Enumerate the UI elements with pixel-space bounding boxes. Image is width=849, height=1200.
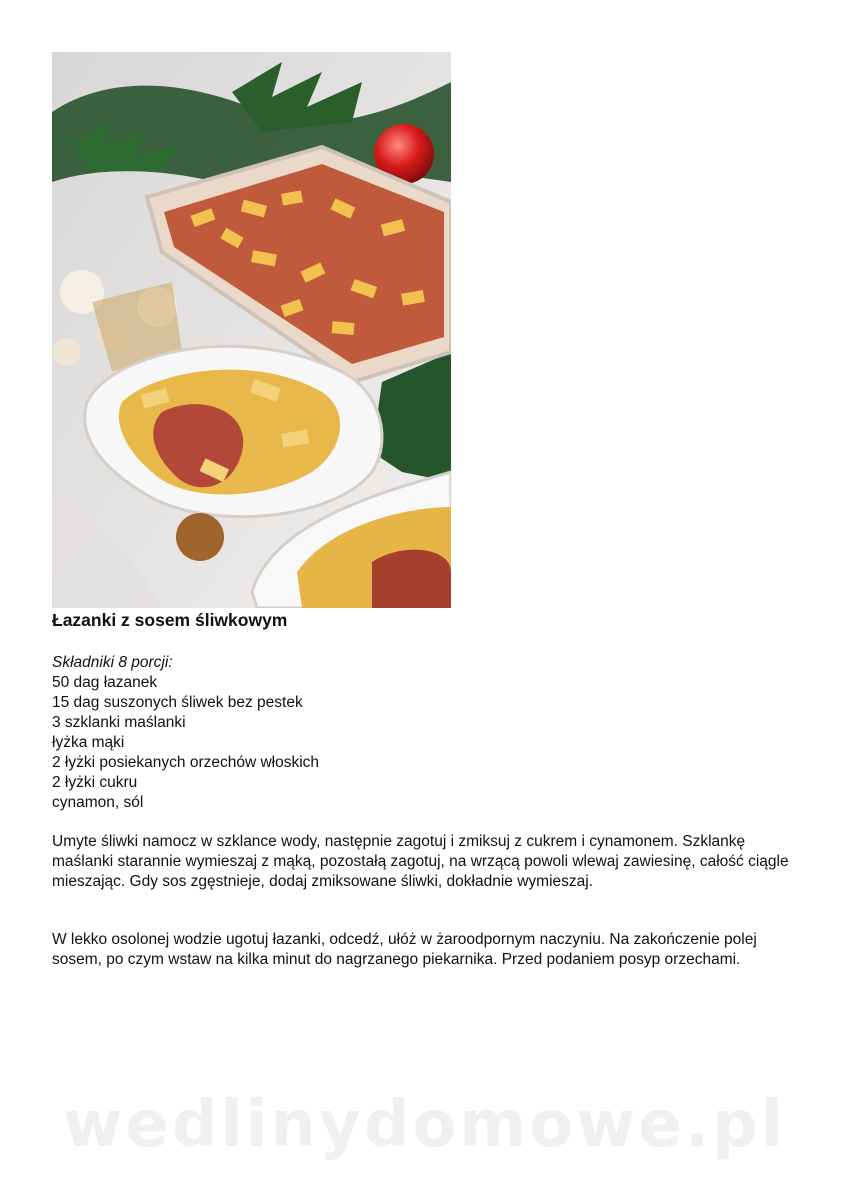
recipe-title: Łazanki z sosem śliwkowym bbox=[52, 610, 288, 630]
site-watermark: wedlinydomowe.pl bbox=[63, 1088, 786, 1162]
ingredients-label: Składniki 8 porcji: bbox=[52, 654, 173, 671]
ingredient-item: łyżka mąki bbox=[52, 734, 125, 751]
dish-illustration bbox=[52, 52, 451, 608]
ingredient-item: 15 dag suszonych śliwek bez pestek bbox=[52, 694, 303, 711]
recipe-photo bbox=[52, 52, 451, 608]
ingredients-section bbox=[52, 653, 319, 813]
ingredients-list bbox=[52, 673, 319, 813]
ingredient-item: 2 łyżki posiekanych orzechów włoskich bbox=[52, 754, 320, 771]
ingredient-item: 3 szklanki maślanki bbox=[52, 714, 186, 731]
preparation-paragraph-2: W lekko osolonej wodzie ugotuj łazanki, odcedź, ułóż w żaroodpornym naczyniu. Na zakończenie polej sosem, po czym wstaw na kilka minut do nagrzanego piekarnika. Przed podaniem posyp orzechami. bbox=[52, 931, 757, 968]
walnut bbox=[176, 513, 224, 561]
preparation-paragraph-1: Umyte śliwki namocz w szklance wody, następnie zagotuj i zmiksuj z cukrem i cynamonem. Szklankę maślanki starannie wymieszaj z mąką, pozostałą zagotuj, na wrzącą powoli wlewaj zawiesinę, całość ciągle mieszając. Gdy sos zgęstnieje, dodaj zmiksowane śliwki, dokładnie wymieszaj. bbox=[52, 833, 789, 890]
ingredient-item: 2 łyżki cukru bbox=[52, 774, 138, 791]
ingredient-item: 50 dag łazanek bbox=[52, 674, 158, 691]
ingredient-item: cynamon, sól bbox=[52, 794, 144, 811]
